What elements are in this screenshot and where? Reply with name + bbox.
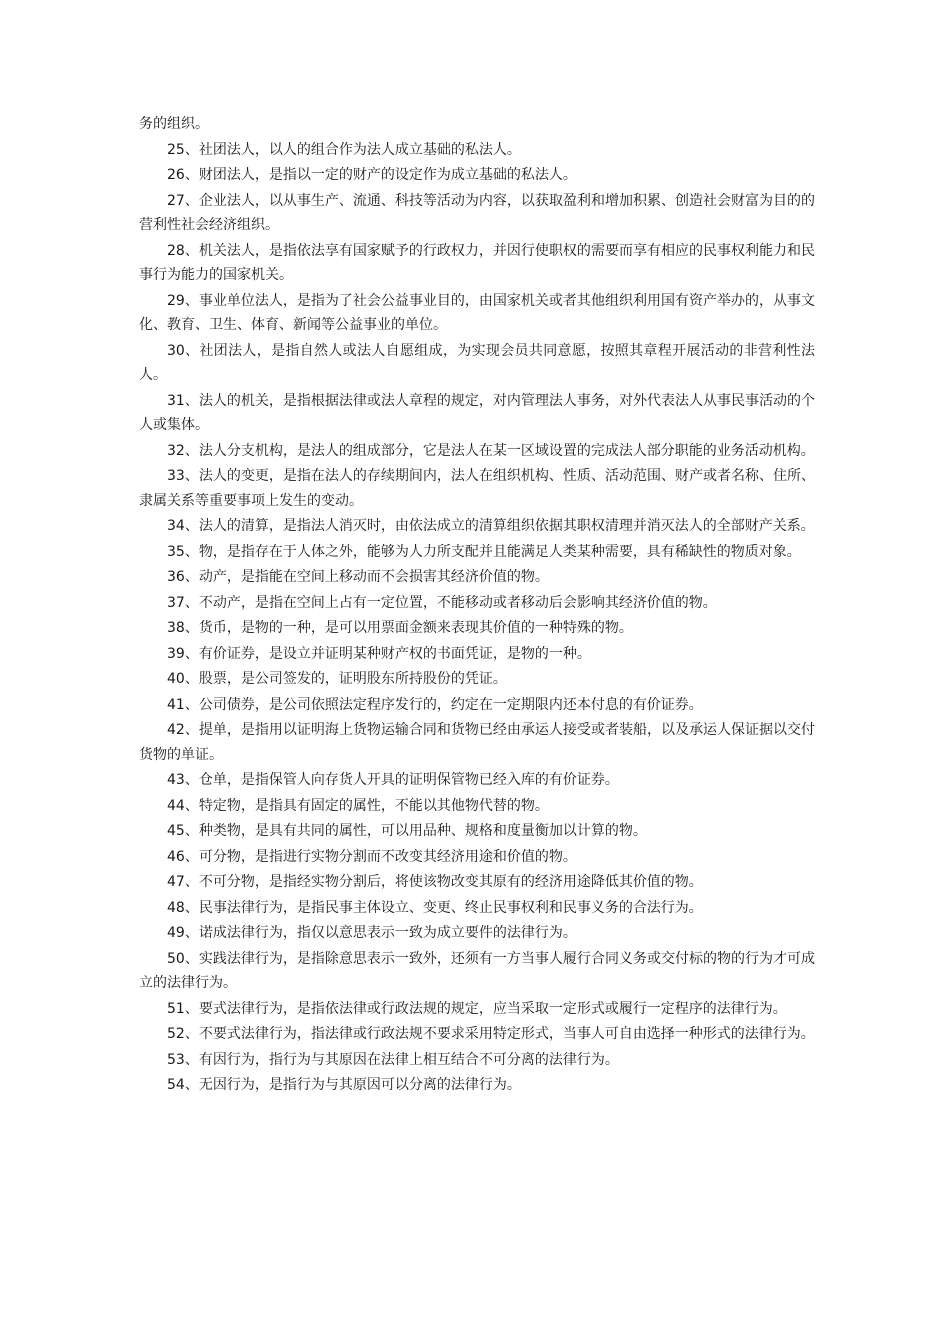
definition-44: 44、特定物，是指具有固定的属性，不能以其他物代替的物。 (167, 797, 549, 814)
definition-41: 41、公司债券，是公司依照法定程序发行的，约定在一定期限内还本付息的有价证券。 (167, 696, 703, 713)
definition-29: 29、事业单位法人，是指为了社会公益事业目的，由国家机关或者其他组织利用国有资产举办的，从事文化、教育、卫生、体育、新闻等公益事业的单位。 (139, 292, 815, 333)
definition-48: 48、民事法律行为，是指民事主体设立、变更、终止民事权利和民事义务的合法行为。 (167, 899, 703, 916)
definition-34: 34、法人的清算，是指法人消灭时，由依法成立的清算组织依据其职权清理并消灭法人的全部财产关系。 (167, 518, 815, 534)
definition-49: 49、诺成法律行为，指仅以意思表示一致为成立要件的法律行为。 (167, 925, 577, 941)
definition-30: 30、社团法人，是指自然人或法人自愿组成，为实现会员共同意愿，按照其章程开展活动的非营利性法人。 (139, 342, 815, 383)
definition-28: 28、机关法人，是指依法享有国家赋予的行政权力，并因行使职权的需要而享有相应的民事权利能力和民事行为能力的国家机关。 (139, 242, 815, 283)
definition-36: 36、动产，是指能在空间上移动而不会损害其经济价值的物。 (167, 569, 549, 585)
definition-32: 32、法人分支机构，是法人的组成部分，它是法人在某一区域设置的完成法人部分职能的业务活动机构。 (167, 442, 815, 459)
definition-46: 46、可分物，是指进行实物分割而不改变其经济用途和价值的物。 (167, 848, 577, 865)
definition-45: 45、种类物，是具有共同的属性，可以用品种、规格和度量衡加以计算的物。 (167, 823, 647, 839)
definition-33: 33、法人的变更，是指在法人的存续期间内，法人在组织机构、性质、活动范围、财产或者名称、住所、隶属关系等重要事项上发生的变动。 (139, 468, 815, 509)
definition-38: 38、货币，是物的一种，是可以用票面金额来表现其价值的一种特殊的物。 (167, 620, 633, 636)
definition-25: 25、社团法人，以人的组合作为法人成立基础的私法人。 (167, 141, 521, 158)
continuation-paragraph: 务的组织。 (139, 116, 209, 132)
definition-52: 52、不要式法律行为，指法律或行政法规不要求采用特定形式，当事人可自由选择一种形式的法律行为。 (167, 1026, 815, 1042)
definition-42: 42、提单，是指用以证明海上货物运输合同和货物已经由承运人接受或者装船，以及承运人保证据以交付货物的单证。 (139, 722, 815, 763)
definition-40: 40、股票，是公司签发的，证明股东所持股份的凭证。 (167, 671, 507, 687)
definition-35: 35、物，是指存在于人体之外，能够为人力所支配并且能满足人类某种需要，具有稀缺性的物质对象。 (167, 543, 801, 560)
definition-47: 47、不可分物，是指经实物分割后，将使该物改变其原有的经济用途降低其价值的物。 (167, 874, 703, 890)
definition-51: 51、要式法律行为，是指依法律或行政法规的规定，应当采取一定形式或履行一定程序的法律行为。 (167, 1000, 787, 1017)
definition-50: 50、实践法律行为，是指除意思表示一致外，还须有一方当事人履行合同义务或交付标的物的行为才可成立的法律行为。 (139, 950, 815, 991)
definition-31: 31、法人的机关，是指根据法律或法人章程的规定，对内管理法人事务，对外代表法人从事民事活动的个人或集体。 (139, 392, 815, 433)
definition-54: 54、无因行为，是指行为与其原因可以分离的法律行为。 (167, 1077, 521, 1093)
definition-26: 26、财团法人，是指以一定的财产的设定作为成立基础的私法人。 (167, 167, 577, 183)
document-page (139, 112, 815, 1099)
definition-39: 39、有价证券，是设立并证明某种财产权的书面凭证，是物的一种。 (167, 645, 591, 662)
definition-37: 37、不动产，是指在空间上占有一定位置，不能移动或者移动后会影响其经济价值的物。 (167, 594, 717, 611)
definition-43: 43、仓单，是指保管人向存货人开具的证明保管物已经入库的有价证券。 (167, 772, 619, 788)
definition-53: 53、有因行为，指行为与其原因在法律上相互结合不可分离的法律行为。 (167, 1051, 619, 1068)
definition-27: 27、企业法人，以从事生产、流通、科技等活动为内容，以获取盈利和增加积累、创造社会财富为目的的营利性社会经济组织。 (139, 192, 815, 233)
